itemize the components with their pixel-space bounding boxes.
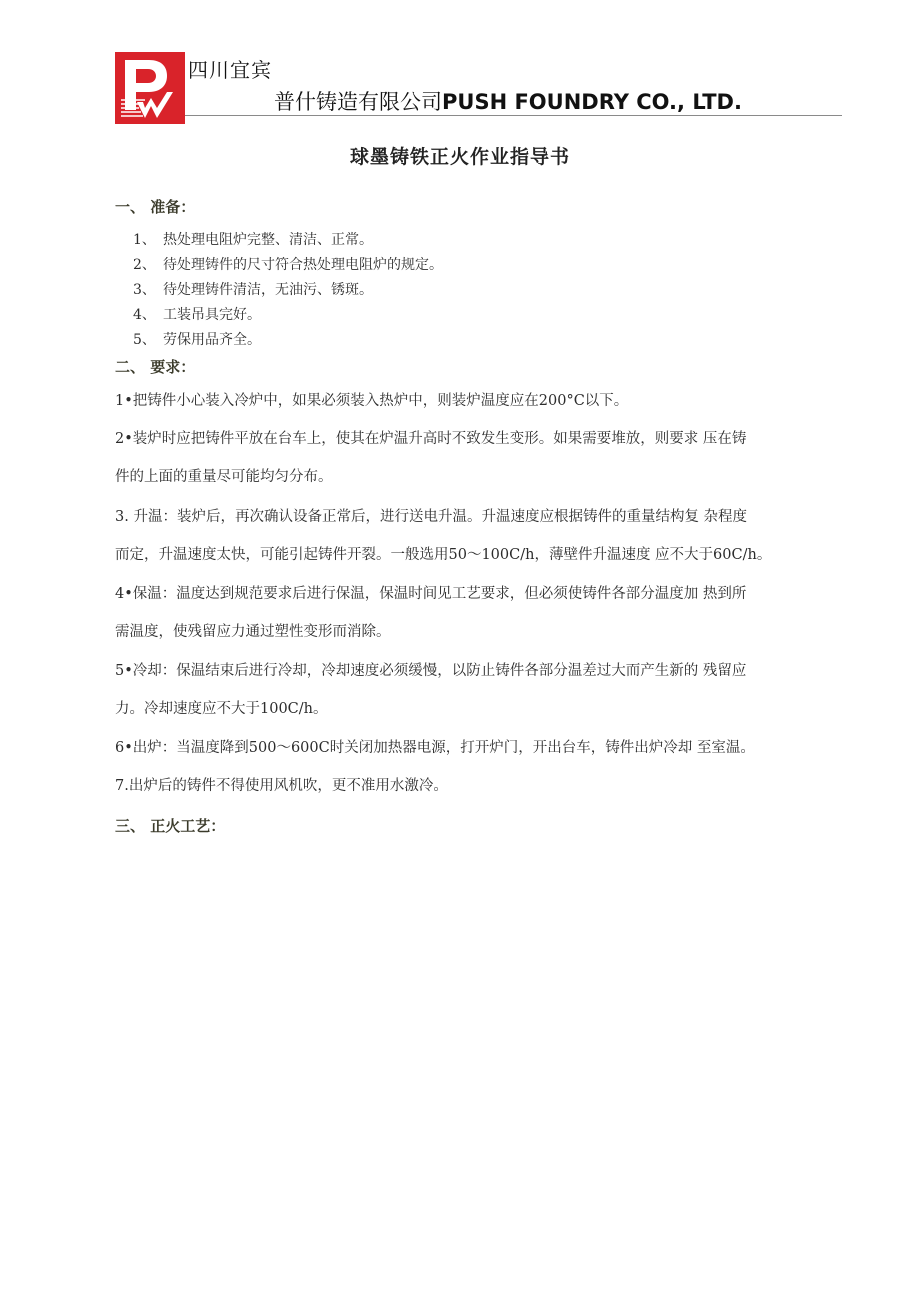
list-item-text: 待处理铸件的尺寸符合热处理电阻炉的规定。: [163, 257, 443, 273]
list-item: [133, 304, 261, 324]
header-company: [274, 86, 742, 116]
list-item-text: 劳保用品齐全。: [163, 332, 261, 348]
paragraph-line: 2•装炉时应把铸件平放在台车上，使其在炉温升高时不致发生变形。如果需要堆放，则要求 压在铸: [115, 431, 747, 447]
list-item-number: 1、: [133, 232, 156, 248]
section-heading-normalizing-process: 三、 正火工艺：: [115, 817, 226, 835]
paragraph-line: 而定，升温速度太快，可能引起铸件开裂。一般选用50〜100C/h，薄壁件升温速度 应不大于60C/h。: [115, 547, 772, 563]
list-item-text: 待处理铸件清洁，无油污、锈斑。: [163, 282, 373, 298]
header-region: 四川宜宾: [188, 58, 272, 82]
list-item-number: 2、: [133, 257, 156, 273]
paragraph-line: 6•出炉：当温度降到500〜600C时关闭加热器电源，打开炉门，开出台车，铸件出炉冷却 至室温。: [115, 740, 755, 756]
list-item-text: 工装吊具完好。: [163, 307, 261, 323]
list-item: [133, 329, 261, 349]
company-name-en: PUSH FOUNDRY CO., LTD.: [442, 90, 742, 114]
list-item-text: 热处理电阻炉完整、清洁、正常。: [163, 232, 373, 248]
paragraph-line: 4•保温：温度达到规范要求后进行保温，保温时间见工艺要求，但必须使铸件各部分温度加 热到所: [115, 586, 747, 602]
list-item: [133, 254, 443, 274]
section-heading-preparation: 一、 准备：: [115, 198, 196, 216]
list-item-number: 5、: [133, 332, 156, 348]
paragraph-line: 5•冷却：保温结束后进行冷却，冷却速度必须缓慢，以防止铸件各部分温差过大而产生新的 残留应: [115, 663, 747, 679]
paragraph-line: 件的上面的重量尽可能均匀分布。: [115, 469, 333, 485]
paragraph-line: 1•把铸件小心装入冷炉中，如果必须装入热炉中，则装炉温度应在200°C以下。: [115, 393, 629, 409]
document-title: 球墨铸铁正火作业指导书: [349, 146, 570, 168]
paragraph-line: 力。冷却速度应不大于100C/h。: [115, 701, 328, 717]
paragraph-line: 需温度，使残留应力通过塑性变形而消除。: [115, 624, 391, 640]
paragraph-line: 7.出炉后的铸件不得使用风机吹，更不准用水激冷。: [115, 778, 448, 794]
paragraph-line: 3. 升温：装炉后，再次确认设备正常后，进行送电升温。升温速度应根据铸件的重量结构复 杂程度: [115, 509, 748, 525]
list-item-number: 4、: [133, 307, 156, 323]
list-item: [133, 279, 373, 299]
header-divider: [185, 115, 842, 116]
list-item: [133, 229, 373, 249]
company-logo: [115, 52, 185, 124]
list-item-number: 3、: [133, 282, 156, 298]
section-heading-requirements: 二、 要求：: [115, 358, 196, 376]
company-name-cn: 普什铸造有限公司: [274, 90, 442, 114]
